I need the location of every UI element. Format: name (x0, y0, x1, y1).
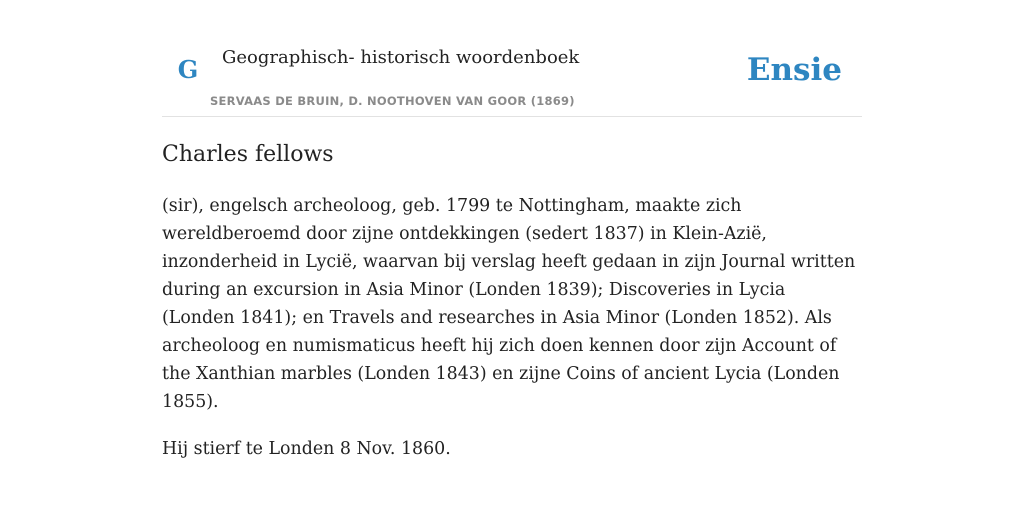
page-header (162, 0, 862, 117)
entry-title: Charles fellows (162, 142, 334, 167)
entry-paragraph: Hij stierf te Londen 8 Nov. 1860. (162, 439, 451, 459)
ensie-logo-link[interactable]: Ensie (746, 52, 842, 88)
book-authors: SERVAAS DE BRUIN, D. NOOTHOVEN VAN GOOR (1869) (210, 94, 575, 108)
entry-paragraph: (sir), engelsch archeoloog, geb. 1799 te Nottingham, maakte zich wereldberoemd door zijne ontdekkingen (sedert 1837) in Klein-Azië, inzonderheid in Lycië, waarvan bij verslag heeft gedaan in zijn Journal written during an excursion in Asia Minor (Londen 1839); Discoveries in Lycia (Londen 1841); en Travels and researches in Asia Minor (Londen 1852). Als archeoloog en numismaticus heeft hij zich doen kennen door zijn Account of the Xanthian marbles (Londen 1843) en zijne Coins of ancient Lycia (Londen 1855). (162, 196, 856, 412)
letter-index-link[interactable]: G (177, 55, 199, 84)
entry-content (162, 192, 862, 482)
book-title-link[interactable]: Geographisch- historisch woordenboek (222, 47, 580, 68)
